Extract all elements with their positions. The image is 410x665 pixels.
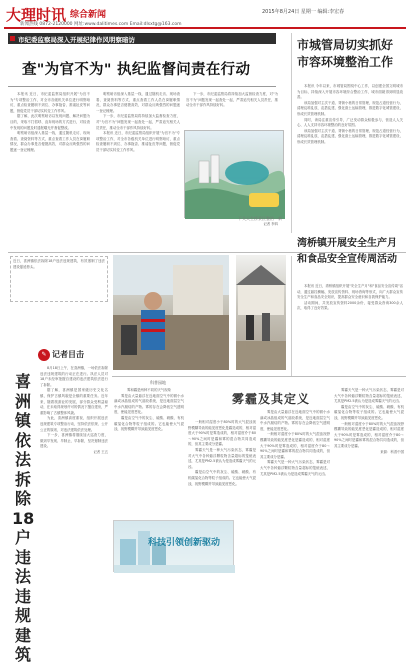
scenery-illustration: [185, 131, 285, 219]
right-paragraph: 该局加强对主次干道、背街小巷的日常管理，规范占道经营行为，清理乱堆乱放、乱搭乱建，强化渣土运输管理，推进数字化城管建设，形成长效管理机制。: [297, 128, 403, 144]
xizhou-kicker-box: [10, 256, 108, 302]
column-divider: [291, 256, 292, 376]
date-line: 2015年8月24日 星期一 编辑:李宏春: [262, 9, 345, 15]
xizhou-paragraph: 据了解，喜洲镇是国家级历史文化名镇，保护古镇风貌是全镇的重要任务。近年来，随着旅游业的发展，部分群众受利益驱动，在未取得规划许可的情况下擅自建房，严重影响了古镇整体风貌。: [40, 388, 108, 415]
right-headline: 市城管局切实抓好市容环境整治工作: [297, 38, 394, 69]
right-paragraph: 本报讯 今年以来，市城管局围绕中心工作，以创建全国文明城市为目标，持续深入开展市容环境综合整治工作，城市面貌得到明显改善。: [297, 84, 403, 100]
xizhou-paragraph: 8月18日上午，在喜洲镇，一场依法拆除违法违规建筑的行动正在进行。执法人员对18户未经审批擅自建设的违法建筑依法进行了拆除。: [40, 366, 108, 387]
right-column-body: [297, 84, 403, 232]
science-banner: [113, 520, 234, 572]
fog-paragraph: 一般相对湿度小于80%时的大气混浊视野模糊导致的能见度恶化是霾造成的，相对湿度大于90%时是雾造成的，相对湿度介于80～90%之间时是霾和雾的混合物共同造成的，但其主要成分是霾。: [334, 421, 404, 448]
demolition-scene: [113, 255, 229, 370]
fog-intro: 雾和霾是两种不同的天气现象: [126, 388, 172, 392]
lead-column-3: [186, 92, 278, 128]
lead-kicker: 市纪委监察局深入开展纪律作风明察暗访: [18, 36, 135, 44]
fog-paragraph: 雾霾天气是一种大气污染状态，雾霾是对大气中各种悬浮颗粒物含量超标的笼统表述，尤其是PM2.5被认为是造成雾霾天气的元凶。: [188, 447, 257, 469]
fog-paragraph: 霾是由空气中的灰尘、硫酸、硝酸、有机碳氢化合物等粒子组成的。它也能使大气混浊，视野模糊并导致能见度恶化。: [334, 404, 404, 420]
demolition-scene-2: [236, 255, 286, 370]
fog-title: 雾霾及其定义: [232, 392, 311, 406]
xizhou-paragraph: 为此，喜洲镇高度重视，组织开展违法违规建筑专项整治行动，坚持依法依规、公开公正的原则，对违法建筑依法处理。: [40, 416, 108, 432]
fog-column-3: [260, 410, 330, 600]
column-divider: [291, 33, 292, 233]
newspaper-logo: 大理时讯: [6, 6, 67, 24]
wanqiao-headline: 湾桥镇开展安全生产月和食品安全宣传周活动: [297, 238, 397, 265]
headline-rule: [8, 86, 276, 87]
fog-paragraph: 一般相对湿度小于80%时的大气混浊视野模糊导致的能见度恶化是霾造成的，相对湿度大于90%时是雾造成的，相对湿度介于80～90%之间时是霾和雾的混合物共同造成的，但其主要成分是霾。: [260, 432, 330, 459]
fog-paragraph: 一般相对湿度小于80%时的大气混浊视野模糊导致的能见度恶化是霾造成的，相对湿度大于90%时是雾造成的，相对湿度介于80～90%之间时是霾和雾的混合物共同造成的，但其主要成分是霾。: [188, 420, 256, 447]
lead-photo: [184, 130, 284, 218]
lead-paragraph: 本报讯 近日，市纪委监察局组织开展"为官不为"专项整治工作，对全市各级机关单位进行明察暗访，重点检查履职不到位、办事拖沓、推诿扯皮等问题，督促党员干部切实转变工作作风。: [10, 92, 90, 113]
fog-paragraph: 雾是由大量悬浮在近地面空气中的微小水滴或冰晶组成的气溶胶系统，是近地面层空气中水汽凝结的产物。雾的存在会降低空气透明度，使能见度恶化。: [114, 393, 184, 415]
demolition-photo-1: [113, 255, 229, 370]
kicker-square-icon: [10, 36, 15, 41]
demolition-photo-2: [236, 255, 286, 370]
photo-caption: 下关天生桥景区整治一新: [238, 216, 282, 221]
lead-paragraph: 明察暗访组深入基层一线，通过随机走访、现场查看、查阅资料等方式，重点查看工作人员在岗履职情况，群众办事是否便捷高效，对群众反映强烈的问题逐一登记梳理。: [96, 92, 180, 113]
lead-paragraph: 下一步，市纪委监察局将持续加大监督检查力度，对"为官不为"问题发现一起查处一起，严肃追究相关人员责任，推动全市干部作风持续好转。: [96, 114, 180, 130]
xizhou-byline: 记者 王五: [93, 449, 108, 454]
fog-paragraph: 雾霾天气是一种大气污染状态，雾霾是对大气中各种悬浮颗粒物含量超标的笼统表述，尤其是PM2.5被认为是造成雾霾天气的元凶。: [260, 460, 330, 476]
fog-section-rule: [112, 376, 406, 377]
fog-column-4: [334, 388, 404, 600]
contact-line: 新闻热线 0872-2120000 网址:www.dalitimes.com Email:dlsxtg@163.com: [20, 22, 182, 27]
lead-column-2: [96, 92, 180, 250]
fog-paragraph: 雾霾天气是一种大气污染状态，雾霾是对大气中各种悬浮颗粒物含量超标的笼统表述，尤其是PM2.5被认为是造成雾霾天气的元凶。: [334, 388, 404, 404]
wanqiao-body: [297, 284, 403, 372]
banner-text: 科技引领创新驱动: [148, 538, 221, 548]
notebook-icon: ✎: [38, 349, 50, 361]
lead-paragraph: 下一步，市纪委监察局将持续加大监督检查力度，对"为官不为"问题发现一起查处一起，严肃追究相关人员责任，推动全市干部作风持续好转。: [186, 92, 278, 108]
fog-paragraph: 霾是由空气中的灰尘、硫酸、硝酸、有机碳氢化合物等粒子组成的。它也能使大气混浊，视野模糊并导致能见度恶化。: [114, 415, 184, 432]
section-title: 综合新闻: [70, 10, 107, 20]
xizhou-body: [40, 366, 108, 602]
masthead-rule: [4, 27, 406, 29]
fog-column-1: [114, 388, 184, 518]
lead-paragraph: 明察暗访组深入基层一线，通过随机走访、现场查看、查阅资料等方式，重点查看工作人员在岗履职情况，群众办事是否便捷高效，对群众反映强烈的问题逐一登记梳理。: [10, 131, 90, 152]
xizhou-kicker: 近日，喜洲镇依法拆除18户违法违规建筑，有效遏制了违法建设蔓延势头。: [13, 259, 105, 269]
lead-column-1: [10, 92, 90, 250]
lead-byline: 记者 李四: [263, 222, 278, 226]
xizhou-headline: 喜洲镇依法拆除18户违法违规建筑: [12, 372, 35, 664]
right-paragraph: 同时，该局注重宣传引导，广泛发动群众积极参与，营造人人关心、人人支持市容环境整治的良好氛围。: [297, 117, 403, 128]
fog-byline: 来源：科普中国: [380, 449, 404, 454]
wanqiao-paragraph: 活动期间，共发放宣传资料2000余份，接受群众咨询300余人次，取得了良好效果。: [297, 300, 403, 311]
lead-headline: 查"为官不为" 执纪监督问责在行动: [22, 62, 251, 78]
wanqiao-paragraph: 本报讯 近日，湾桥镇组织开展"安全生产月"和"食品安全宣传周"活动，通过悬挂横幅、发放宣传资料、现场咨询等形式，向广大群众宣传安全生产和食品安全知识，提高群众安全意识和自我保护能力。: [297, 284, 403, 300]
lead-paragraph: 本报讯 近日，市纪委监察局组织开展"为官不为"专项整治工作，对全市各级机关单位进行明察暗访，重点检查履职不到位、办事拖沓、推诿扯皮等问题，督促党员干部切实转变工作作风。: [96, 131, 180, 152]
lead-paragraph: 据了解，此次明察暗访以发现问题、解决问题为目的，采取不打招呼、直奔现场的方式进行，对检查中发现的问题及时通报曝光并督促整改。: [10, 114, 90, 130]
xizhou-paragraph: 下一步，喜洲镇将继续加大巡查力度，做到早发现、早制止、早拆除，坚决遏制违法建设。: [40, 433, 108, 449]
fog-kicker: 科普园地: [150, 380, 166, 385]
right-paragraph: 该局加强对主次干道、背街小巷的日常管理，规范占道经营行为，清理乱堆乱放、乱搭乱建，强化渣土运输管理，推进数字化城管建设，形成长效管理机制。: [297, 100, 403, 116]
notebook-label: 记者目击: [52, 350, 84, 359]
lead-column-3b: [186, 222, 278, 252]
fog-paragraph: 雾是由大量悬浮在近地面空气中的微小水滴或冰晶组成的气溶胶系统，是近地面层空气中水汽凝结的产物。雾的存在会降低空气透明度，使能见度恶化。: [260, 410, 330, 431]
fog-paragraph: 霾是由空气中的灰尘、硫酸、硝酸、有机碳氢化合物等粒子组成的。它也能使大气混浊，视野模糊并导致能见度恶化。: [188, 470, 256, 486]
